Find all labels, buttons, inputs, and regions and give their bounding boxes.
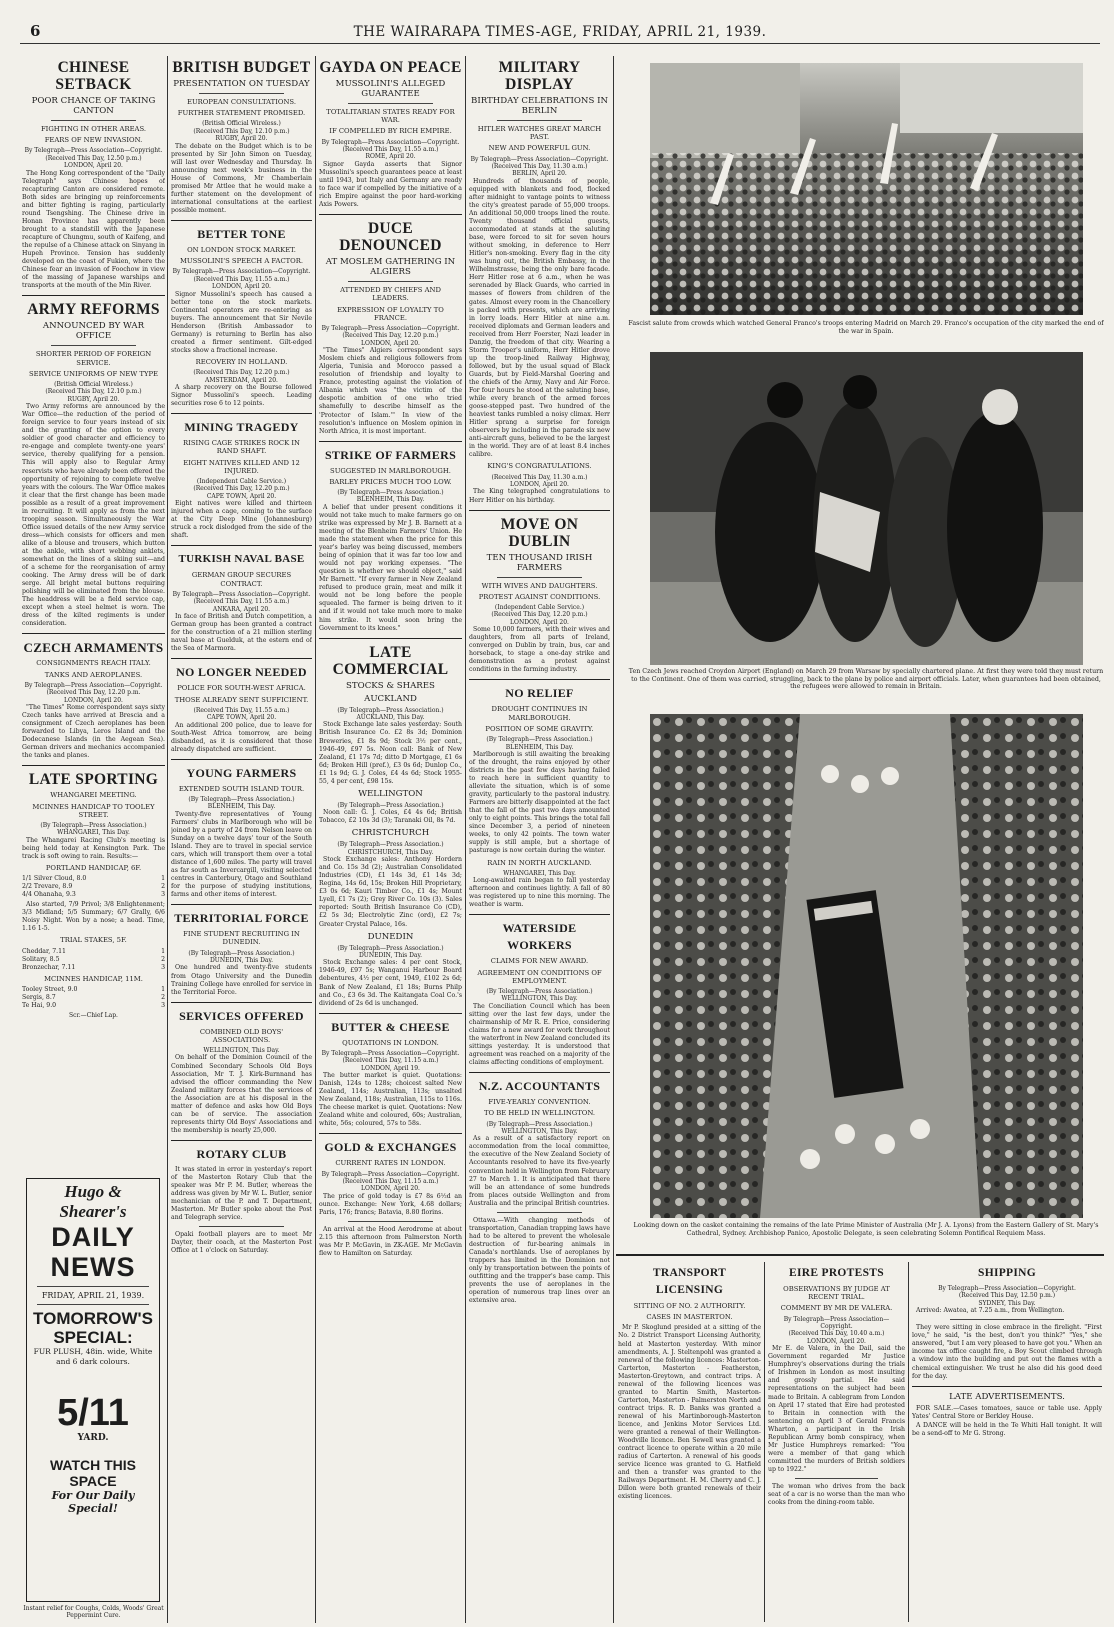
article-body: Marlborough is still awaiting the breaking of the drought, the rains enjoyed by other districts in the past few days having failed to reach here in sufficient quantity to alleviate the situation, which is of some gravity, particularly to the pastoral industry. Farmers are bitterly disappointed at the fact that the fall of the past two days amounted only to eight points. This brings the total fall since December 3, a period of nineteen weeks, to only 42 points. The town water supply is still ample, but a shortage of pasturage is now certain during the winter. bbox=[469, 750, 610, 855]
article-body: Arrived: Awatea, at 7.25 a.m., from Wellington. bbox=[916, 1307, 1065, 1315]
article-body: "The Times" Rome correspondent says sixty Czech tanks have arrived at Brescia and a consignment of Czech aeroplanes has been forwarded to Libya, Leros Island and the Dodecanese Islands (in the Aegean Sea). German drivers and mechanics accompanied the tanks and planes. bbox=[22, 704, 165, 760]
race-results bbox=[22, 948, 165, 972]
subhead: RISING CAGE STRIKES ROCK IN RAND SHAFT. bbox=[183, 439, 300, 456]
article-body: The King telegraphed congratulations to Herr Hitler on his birthday. bbox=[469, 488, 610, 504]
race-result: Cheddar, 7.11 1 bbox=[22, 947, 165, 955]
race-notes: Also started, 7/9 Privol; 3/8 Enlightenment; 3/3 Midland; 5/5 Summary; 6/7 Grally, 6/6 Noisy Night. Won by a nose; a head. Time, 1.16 1-5. bbox=[22, 901, 165, 933]
headline-late-sporting: LATE SPORTING bbox=[28, 771, 159, 789]
dateline: ANKARA, April 20. bbox=[212, 605, 271, 613]
article-body: Stock Exchange sales: 4 per cent Stock, 1946-49, £97 5s; Wanganui Harbour Board debentures, 4½ per cent, 1949, £102 2s 6d; Bank of New Zealand, £1 18s; Burns Philp and Co., £3 6s 3d. The Kaitangata Coal Co.'s dividend of 2s 6d is unchanged. bbox=[319, 959, 462, 1007]
byline: (Independent Cable Service.) bbox=[196, 478, 287, 486]
article-body: Some 10,000 farmers, with their wives and daughters, from all parts of Ireland, converged on Dublin by train, bus, car and horseback, to stage a one-day strike and demonstration as a protest against conditions in the farming industry. bbox=[469, 626, 610, 674]
column-rule bbox=[315, 56, 316, 1623]
dateline: LONDON, April 20. bbox=[64, 696, 123, 704]
headline-services-offered: SERVICES OFFERED bbox=[179, 1008, 304, 1023]
byline: (By Telegraph—Press Association.) bbox=[337, 801, 444, 809]
headline-young-farmers: YOUNG FARMERS bbox=[186, 765, 297, 780]
dateline: WHANGAREI, This Day. bbox=[57, 829, 130, 837]
subhead: COMBINED OLD BOYS' ASSOCIATIONS. bbox=[199, 1027, 284, 1044]
race-result: Sergis, 8.7 2 bbox=[22, 993, 165, 1001]
article-body: An arrival at the Hood Aerodrome at about 2.15 this afternoon from Palmerston North was Mr P. McGavin, in ZK-AGE. Mr McGavin flew to Hamilton on Saturday. bbox=[319, 1225, 462, 1258]
article-body: As a result of a satisfactory report on accommodation from the local committee, the executive of the New Zealand Society of Accountants resolved to have its five-yearly convention held in Wellington from February 27 to March 1. It is anticipated that there will be an attendance of some hundreds from places outside Wellington and from Australia and the principal British countries. bbox=[469, 1135, 610, 1207]
dateline: SYDNEY, This Day. bbox=[978, 1299, 1036, 1307]
byline: (By Telegraph—Press Association.) bbox=[337, 841, 444, 849]
subhead: FIGHTING IN OTHER AREAS. bbox=[40, 125, 147, 133]
dateline: LONDON, April 20. bbox=[64, 162, 123, 170]
article-body: The debate on the Budget which is to be presented by Sir John Simon on Tuesday, will last over Wednesday and Thursday. In announcing next week's business in the House of Commons, Mr Chamberlain promised Mr Attlee that he would make a further statement on the development of international consultations at the earliest possible moment. bbox=[171, 142, 312, 214]
column-rule bbox=[764, 1262, 765, 1622]
article-body: Mr P. Skoglund presided at a sitting of the No. 2 District Transport Licensing Authority, held at Masterton yesterday. With minor amendments, A. J. Steltenpohl was granted a renewal of the following licences: Masterton-Carterton, Masterton - Featherston, Masterton-Greytown, and contract trips. A renewal of the following licences was granted to Martin Smith, Masterton-Carterton, Masterton - Palmerston North and contract trips. R. D. Banks was granted a renewal of his Martinborough-Masterton licence, and Jenkins Motor Services Ltd. were granted a renewal of their Wellington-Woodville licence. Ben Sewell was granted a contract licence to operate within a 20 mile radius of Carterton. A renewal of his goods service licence was granted to G. Hatfield and then a transfer was granted to the Railways Department. H. M. Cherry and C. J. Dillon were both granted renewals of their existing licences. bbox=[618, 1324, 761, 1501]
byline: By Telegraph—Press Association—Copyright. bbox=[172, 268, 311, 276]
article-body: The Hong Kong correspondent of the "Daily Telegraph" says Chinese hopes of recapturing Canton are considered remote. Both sides are bringing up reinforcements and bitter fighting is raging, particularly round Tsengshing. The Chinese drive in Honan Province has apparently been brought to a standstill with the Japanese recapture of Chungmu, south of Kaifeng, and the repulse of a Chinese attack on Sinyang in Hupeh Province. Tension has suddenly developed on the coast of Fukien, where the Chinese fear an invasion of Foochow in view of the massing of Japanese warships and transports at the mouth of the Min River. bbox=[22, 169, 165, 290]
column-shipping bbox=[912, 1262, 1102, 1622]
received-time: (Received This Day, 12.20 p.m.) bbox=[491, 611, 588, 619]
article-body: One hundred and twenty-five students from Otago University and the Dunedin Training College have enrolled for service in the Territorial Force. bbox=[171, 964, 312, 996]
byline: By Telegraph—Press Association—Copyright. bbox=[172, 590, 311, 598]
subhead: BARLEY PRICES MUCH TOO LOW. bbox=[329, 477, 452, 486]
dateline: AMSTERDAM, April 20. bbox=[205, 376, 278, 384]
newspaper-title: THE WAIRARAPA TIMES-AGE, FRIDAY, APRIL 21, 1939. bbox=[353, 24, 767, 40]
headline-eire-protests: EIRE PROTESTS bbox=[789, 1267, 884, 1279]
received-time: (Received This Day, 11.55 a.m.) bbox=[193, 598, 290, 606]
byline: (By Telegraph—Press Association.) bbox=[486, 1120, 593, 1128]
photo-madrid-crowd bbox=[650, 63, 1083, 315]
subhead: PRESENTATION ON TUESDAY bbox=[173, 79, 310, 89]
advert-title: DAILY NEWS bbox=[50, 1222, 136, 1282]
subhead: POLICE FOR SOUTH-WEST AFRICA. bbox=[177, 684, 306, 693]
headline-mining-tragedy: MINING TRAGEDY bbox=[184, 420, 299, 435]
received-time: (Received This Day, 11.55 a.m.) bbox=[193, 706, 290, 714]
byline: (By Telegraph—Press Association.) bbox=[188, 795, 295, 803]
subhead: WHANGAREI MEETING. bbox=[50, 791, 137, 800]
headline-no-relief: NO RELIEF bbox=[505, 686, 574, 701]
article-body: Hundreds of thousands of people, equipped with blankets and food, flocked after midnight to vantage points to witness the city's greatest parade of 55,000 troops. An additional 50,000 troops lined the route. Twenty thousand official guests, accommodated at stands at the saluting base, were forced to sit for seven hours without smoking, in deference to Herr Hitler's non-smoking. Every flag in the city was hung out, the British Embassy, in the Wilhelmstrasse, being the only bare facade. Herr Hitler rose at 6 a.m., when he was serenaded by Black Guards, who carried in masses of flowers from children of the gates. Almost every room in the Chancellery is packed with presents, which are arriving in lorry loads. Herr Hitler at nine a.m. received diplomats and German leaders and received from Herr Foerster, Nazi leader in Danzig, the freedom of that city. Wearing a Storm Trooper's uniform, Herr Hitler drove up the troop-lined Railway Highway, followed, but by the usual squad of Black Guards, but by Field-Marshal Goering and the chiefs of the Army, Navy and Air Force. For four hours he stood at the saluting base, while every branch of the armed forces goose-stepped past. Two hundred of the heaviest tanks rumbled a noisy climax. Herr Hitler sprang a surprise for foreign observers by including in the parade six new anti-aircraft guns, believed to be the largest in the world. They are of at least 8.4 inches calibre. bbox=[469, 177, 610, 459]
headline-waterside-workers: WATERSIDE WORKERS bbox=[502, 921, 577, 953]
dateline: CHRISTCHURCH, This Day. bbox=[347, 848, 434, 856]
subhead: WITH WIVES AND DAUGHTERS. bbox=[481, 581, 598, 590]
subhead: SITTING OF NO. 2 AUTHORITY. bbox=[633, 1302, 746, 1310]
race-result: Tooley Street, 9.0 1 bbox=[22, 985, 165, 993]
headline-gayda-on-peace: GAYDA ON PEACE bbox=[319, 59, 462, 76]
headline-strike-of-farmers: STRIKE OF FARMERS bbox=[324, 447, 457, 462]
byline: (By Telegraph—Press Association.) bbox=[486, 987, 593, 995]
race-result: Te Hai, 9.0 3 bbox=[22, 1001, 165, 1009]
photo-caption: Fascist salute from crowds which watched General Franco's troops entering Madrid on March 29. Franco's occupation of the city marked the end of the war in Spain. bbox=[628, 320, 1104, 335]
subhead: SUGGESTED IN MARLBOROUGH. bbox=[330, 466, 451, 475]
byline: (Independent Cable Service.) bbox=[494, 603, 585, 611]
byline: (By Telegraph—Press Association.) bbox=[337, 706, 444, 714]
page-number: 6 bbox=[30, 22, 41, 40]
subhead: TEN THOUSAND IRISH FARMERS bbox=[486, 552, 593, 573]
market-heading: DUNEDIN bbox=[367, 931, 414, 942]
market-heading: WELLINGTON bbox=[358, 788, 423, 799]
byline: By Telegraph—Press Association—Copyright. bbox=[938, 1285, 1076, 1292]
subhead: TOTALITARIAN STATES READY FOR WAR. bbox=[326, 108, 455, 125]
subhead: PROTEST AGAINST CONDITIONS. bbox=[478, 592, 601, 601]
received-time: (Received This Day, 11.30 a.m.) bbox=[491, 163, 588, 171]
column-1-tail: Instant relief for Coughs, Colds, Woods' Great Peppermint Cure. bbox=[23, 1605, 164, 1620]
column-rule bbox=[465, 56, 466, 1623]
headline-czech-armaments: CZECH ARMAMENTS bbox=[23, 640, 164, 656]
subhead: CASES IN MASTERTON. bbox=[646, 1313, 733, 1322]
byline: By Telegraph—Press Association—Copyright. bbox=[470, 155, 609, 163]
column-3 bbox=[319, 56, 462, 1623]
article-body: Twenty-five representatives of Young Farmers' clubs in Marlborough who will be joined by a party of 24 from Nelson leave on Sunday on a twelve days' tour of the South Island. They are to travel in special service cars, which will transport them over a total distance of 1,600 miles. The party will travel as far south as Invercargill, visiting selected centres in Canterbury, Otago and Southland for the purpose of studying institutions, farms and other items of interest. bbox=[171, 810, 312, 899]
race-title: PORTLAND HANDICAP, 6F. bbox=[45, 863, 142, 872]
headline-better-tone: BETTER TONE bbox=[197, 227, 286, 242]
headline-turkish-naval-base: TURKISH NAVAL BASE bbox=[178, 553, 305, 566]
subhead: MCINNES HANDICAP TO TOOLEY STREET. bbox=[32, 802, 155, 819]
section-rule bbox=[616, 1254, 1104, 1256]
race-result: 2/2 Trevare, 8.9 2 bbox=[22, 883, 165, 891]
received-time: (Received This Day, 11.15 a.m.) bbox=[342, 1057, 439, 1065]
subhead: FIVE-YEARLY CONVENTION. bbox=[488, 1098, 591, 1107]
column-1 bbox=[22, 56, 165, 1176]
byline: (By Telegraph—Press Association.) bbox=[337, 944, 444, 952]
headline-nz-accountants: N.Z. ACCOUNTANTS bbox=[478, 1079, 601, 1094]
subhead: CONSIGNMENTS REACH ITALY. bbox=[36, 659, 151, 668]
market-heading: CHRISTCHURCH bbox=[351, 828, 430, 839]
subhead: AT MOSLEM GATHERING IN ALGIERS bbox=[325, 257, 456, 278]
race-result: 4/4 Ohanaha, 9.3 3 bbox=[22, 891, 165, 899]
dateline: LONDON, April 19. bbox=[361, 1064, 420, 1072]
advert-price: 5/11 bbox=[57, 1392, 129, 1434]
dateline: LONDON, April 20. bbox=[807, 1337, 866, 1345]
race-notes: Scr.—Chief Lap. bbox=[69, 1011, 118, 1019]
headline-no-longer-needed: NO LONGER NEEDED bbox=[176, 665, 307, 680]
byline: (By Telegraph—Press Association.) bbox=[40, 822, 147, 830]
article-body: A belief that under present conditions it would not take much to make farmers go on strike was expressed by Mr J. B. Barnett at a meeting of the Blenheim Farmers' Union. He made the statement when the price for this year's barley was being discussed, members being of opinion that it was far too low and would not pay working expenses. "The question is whether we should object," said Mr Barnett. "If every farmer in New Zealand refused to produce grain, meat and milk it would not be long before the people squealed. The farmer is being driven to it and if it would not take much more to make him strike. It would soon bring the Government to its knees." bbox=[319, 503, 462, 632]
subhead: ATTENDED BY CHIEFS AND LEADERS. bbox=[340, 286, 441, 303]
subhead: RAIN IN NORTH AUCKLAND. bbox=[487, 858, 592, 867]
subhead: GERMAN GROUP SECURES CONTRACT. bbox=[191, 571, 292, 588]
headline-chinese-setback: CHINESE SETBACK bbox=[55, 59, 132, 93]
column-rule bbox=[613, 56, 614, 1623]
article-body: Ottawa.—With changing methods of transportation, Canadian trapping laws have had to be altered to prevent the wholesale destruction of fur-bearing animals in Canada's northlands. Use of aeroplanes by trappers has limited in the Dominion not only by transportation between the points of outfitting and the trapper's base camp. This prevents the use of aeroplanes in the operation of numerous trap lines over an extensive area. bbox=[469, 1216, 610, 1305]
subhead: FURTHER STATEMENT PROMISED. bbox=[177, 109, 306, 118]
dateline: WELLINGTON, This Day. bbox=[501, 1127, 578, 1135]
article-body: On behalf of the Dominion Council of the Combined Secondary Schools Old Boys Association, Mr T. J. Kirk-Burnnand has advised the officer commanding the New Zealand military forces that the services of the Association are at his disposal in the matter of defence and asks how Old Boys can be of service. The association represents thirty Old Boys' Associations and the membership is nearly 25,000. bbox=[171, 1054, 312, 1134]
article-body: The butter market is quiet. Quotations: Danish, 124s to 128s; choicest salted New Zealand, 114s; Australian, 113s; unsalted New Zealand, 118s; Australian, 115s to 116s. The cheese market is quiet. Quotations: New Zealand white and coloured, 60s; Australian, white, 56s; coloured, 57s to 58s. bbox=[319, 1072, 462, 1128]
byline: By Telegraph—Press Association—Copyright. bbox=[321, 1170, 460, 1178]
dateline: BLENHEIM, This Day. bbox=[356, 496, 425, 504]
subhead: SHORTER PERIOD OF FOREIGN SERVICE. bbox=[35, 350, 152, 367]
column-rule bbox=[908, 1262, 909, 1622]
article-body: In face of British and Dutch competition, a German group has been granted a contract for the construction of a 21 million sterling naval base at Guelduk, at the estern end of the Sea of Marmora. bbox=[171, 613, 312, 653]
received-time: (Received This Day, 12.10 p.m.) bbox=[193, 127, 290, 135]
byline: (By Telegraph—Press Association.) bbox=[337, 489, 444, 497]
received-time: (Received This Day, 12.50 p.m.) bbox=[958, 1292, 1056, 1300]
byline: By Telegraph—Press Association—Copyright. bbox=[783, 1315, 890, 1331]
article-body: Opaki football players are to meet Mr Dayter, their coach, at the Masterton Post Office at 1 o'clock on Saturday. bbox=[171, 1231, 312, 1255]
dateline: ROME, April 20. bbox=[365, 153, 416, 161]
subhead: DROUGHT CONTINUES IN MARLBOROUGH. bbox=[491, 705, 588, 722]
subhead: KING'S CONGRATULATIONS. bbox=[487, 462, 592, 471]
advert-date: FRIDAY, APRIL 21, 1939. bbox=[41, 1291, 145, 1300]
received-time: (Received This Day, 12.50 p.m.) bbox=[45, 154, 142, 162]
advert-description: FUR PLUSH, 48in. wide, White and 6 dark colours. bbox=[33, 1347, 153, 1366]
subhead: THOSE ALREADY SENT SUFFICIENT. bbox=[174, 695, 309, 704]
subhead: POSITION OF SOME GRAVITY. bbox=[485, 724, 594, 733]
article-body: A sharp recovery on the Bourse followed Signor Mussolini's speech. Leading securities rose 6 to 12 points. bbox=[171, 384, 312, 408]
photo-caption: Ten Czech Jews reached Croydon Airport (England) on March 29 from Warsaw by specially chartered plane. At first they were told they must return to the Continent. One of them was carried, struggling, back to the plane by police and airport officials. Later, when guarantees had been obtained, the refugees were allowed to remain in Britain. bbox=[628, 668, 1104, 691]
byline: (British Official Wireless.) bbox=[54, 380, 133, 388]
article-body: It was stated in error in yesterday's report of the Masterton Rotary Club that the speaker was Mr P. M. Butler, whereas the address was given by Mr W. L. Butler, senior mechanician of the P. and T. Department, Masterton. Mr Butler spoke about the Post and Telegraph service. bbox=[171, 1165, 312, 1222]
dateline: CAPE TOWN, April 20. bbox=[206, 714, 277, 722]
headline-move-on-dublin: MOVE ON DUBLIN bbox=[500, 515, 579, 550]
photo-caption: Looking down on the casket containing the remains of the late Prime Minister of Australia (Mr J. A. Lyons) from the Eastern Gallery of St. Mary's Cathedral, Sydney. Archbishop Panico, Apostolic Delegate, is seen celebrating Solemn Pontifical Requiem Mass. bbox=[633, 1222, 1099, 1237]
classified-ad: A DANCE will be held in the Te Whiti Hall tonight. It will be a send-off to Mr G. Strong. bbox=[912, 1421, 1102, 1437]
headline-army-reforms: ARMY REFORMS bbox=[27, 301, 160, 319]
advert-brand: Hugo & Shearer's bbox=[59, 1182, 127, 1221]
dateline: DUNEDIN, This Day. bbox=[209, 957, 274, 965]
subhead: FEARS OF NEW INVASION. bbox=[44, 136, 143, 145]
headline-late-commercial: LATE COMMERCIAL bbox=[332, 643, 449, 678]
dateline: BLENHEIM, This Day. bbox=[207, 803, 276, 811]
photo-image bbox=[650, 714, 1083, 1218]
article-body: They were sitting in close embrace in the firelight. "First love," he said, "is the best, don't you think?" "Yes," she answered, "but I am very pleased to have got you." When an income tax office caught fire, a Boy Scout climbed through a window into the building and put out the flames with a chemical extinguisher. We trust he also did his good deed for the day. bbox=[912, 1324, 1102, 1380]
subhead: STOCKS & SHARES bbox=[346, 680, 435, 691]
dateline: RUGBY, April 20. bbox=[67, 395, 120, 403]
subhead: IF COMPELLED BY RICH EMPIRE. bbox=[329, 127, 452, 136]
dateline: LONDON, April 20. bbox=[510, 481, 569, 489]
race-title: MCINNES HANDICAP, 11M. bbox=[44, 974, 143, 983]
dateline: WHANGAREI, This Day. bbox=[503, 869, 576, 877]
byline: (By Telegraph—Press Association.) bbox=[486, 736, 593, 744]
dateline: AUCKLAND, This Day. bbox=[356, 714, 425, 722]
subhead: TO BE HELD IN WELLINGTON. bbox=[483, 1109, 595, 1118]
advert-unit: YARD. bbox=[77, 1433, 109, 1443]
dateline: BERLIN, April 20. bbox=[512, 170, 567, 178]
dateline: RUGBY, April 20. bbox=[215, 135, 268, 143]
column-4 bbox=[469, 56, 610, 1623]
received-time: (Received This Day, 12.20 p.m.) bbox=[342, 332, 439, 340]
dateline: DUNEDIN, This Day. bbox=[358, 951, 423, 959]
received-time: (Received This Day, 12.20 p.m.) bbox=[193, 485, 290, 493]
byline: By Telegraph—Press Association—Copyright. bbox=[321, 138, 460, 146]
column-eire bbox=[768, 1262, 905, 1622]
article-body: The woman who drives from the back seat of a car is no worse than the man who cooks from the dining-room table. bbox=[768, 1482, 905, 1507]
byline: (By Telegraph—Press Association.) bbox=[188, 949, 295, 957]
subhead: ANNOUNCED BY WAR OFFICE bbox=[42, 321, 145, 342]
dateline: LONDON, April 20. bbox=[361, 339, 420, 347]
dateline: LONDON, April 20. bbox=[510, 618, 569, 626]
race-title: TRIAL STAKES, 5F. bbox=[60, 936, 127, 945]
article-body: The price of gold today is £7 8s 6½d an ounce. Exchange: New York, 4.68 dollars; Paris, 176; francs; Batavia, 8.80 florins. bbox=[319, 1192, 462, 1216]
article-body: An additional 200 police, due to leave for South-West Africa tomorrow, are being disbanded, as it is considered that those already dispatched are sufficient. bbox=[171, 721, 312, 753]
received-time: (Received This Day, 10.40 a.m.) bbox=[788, 1330, 885, 1338]
headline-gold-exchanges: GOLD & EXCHANGES bbox=[324, 1140, 457, 1155]
headline-military-display: MILITARY DISPLAY bbox=[498, 59, 581, 93]
advert-footer: For Our Daily Special! bbox=[51, 1489, 135, 1515]
article-body: Mr E. de Valera, in the Dail, said the Government regarded Mr Justice Humphrey's observations during the trials of Irishmen in London as most insulting and grossly partial. He said representations on the subject had been made to Britain. A cablegram from London on April 17 stated that Eire had protested to Britain in connection with the sentencing on April 3 of Gerald Francis Wharton, a participant in the Irish Republican Army bomb conspiracy, when Mr Justice Humphreys remarked: "You were a member of that gang which committed the murders of British soldiers up to 1922." bbox=[768, 1345, 905, 1473]
dateline: LONDON, April 20. bbox=[361, 1185, 420, 1193]
dateline: WELLINGTON, This Day. bbox=[203, 1047, 280, 1055]
byline: By Telegraph—Press Association—Copyright. bbox=[24, 147, 163, 155]
race-result: Solitary, 8.5 2 bbox=[22, 955, 165, 963]
subhead: TANKS AND AEROPLANES. bbox=[44, 670, 143, 679]
subhead: EXPRESSION OF LOYALTY TO FRANCE. bbox=[337, 305, 444, 322]
photo-image bbox=[650, 352, 1083, 665]
headline-butter-cheese: BUTTER & CHEESE bbox=[331, 1019, 450, 1034]
article-body: The Conciliation Council which has been sitting over the last few days, under the chairmanship of Mr R. E. Price, considering claims for a new award for work throughout the waterfront in New Zealand concluded its sittings yesterday. It is understood that agreement was reached on a majority of the claims affecting conditions of employment. bbox=[469, 1002, 610, 1067]
subhead: NEW AND POWERFUL GUN. bbox=[488, 144, 591, 153]
received-time: (Received This Day, 12.10 p.m.) bbox=[45, 388, 142, 396]
subhead: EUROPEAN CONSULTATIONS. bbox=[186, 98, 296, 106]
dateline: BLENHEIM, This Day. bbox=[505, 743, 574, 751]
dateline: WELLINGTON, This Day. bbox=[501, 995, 578, 1003]
masthead bbox=[20, 20, 1100, 44]
subhead: OBSERVATIONS BY JUDGE AT RECENT TRIAL. bbox=[783, 1285, 890, 1302]
subhead: RECOVERY IN HOLLAND. bbox=[195, 358, 288, 367]
dateline: LONDON, April 20. bbox=[212, 283, 271, 291]
received-time: (Received This Day, 11.30 a.m.) bbox=[491, 473, 588, 481]
headline-late-advertisements: LATE ADVERTISEMENTS. bbox=[949, 1391, 1065, 1402]
column-2 bbox=[171, 56, 312, 1623]
dateline: CAPE TOWN, April 20. bbox=[206, 492, 277, 500]
subhead: CURRENT RATES IN LONDON. bbox=[335, 1159, 446, 1168]
subhead: EIGHT NATIVES KILLED AND 12 INJURED. bbox=[183, 458, 300, 475]
subhead: MUSSOLINI'S SPEECH A FACTOR. bbox=[179, 257, 304, 266]
race-result: Bronzechar, 7.11 3 bbox=[22, 963, 165, 971]
headline-territorial-force: TERRITORIAL FORCE bbox=[174, 911, 309, 926]
photo-lyons-funeral bbox=[650, 714, 1083, 1218]
article-body: The Whangarei Racing Club's meeting is being held today at Kensington Park. The track is soft owing to rain. Results:— bbox=[22, 836, 165, 860]
article-body: Eight natives were killed and thirteen injured when a cage, coming to the surface at the City Deep Mine (Johannesburg) struck a rock dislodged from the side of the shaft. bbox=[171, 500, 312, 540]
advert-special: TOMORROW'S SPECIAL: bbox=[33, 1309, 153, 1347]
article-body: Stock Exchange sales: Anthony Hordern and Co. 15s 3d (2); Australian Consolidated Industries (CD), £1 14s 3d, £1 14s 3d; Regina, 14s 6d, 15s; Broken Hill Proprietary, £3 0s 6d; Kauri Timber Co., £1 4s; Mount Lyell, £1 7s (2); Grey River Co. 10s (3). Sales reported: South British Insurance Co (CD), £2 5s 3d; Electrolytic Zinc (ord), £2 7s; Greater Crystal Palace, 16s. bbox=[319, 856, 462, 928]
advertisement-daily-news bbox=[26, 1178, 160, 1602]
subhead: HITLER WATCHES GREAT MARCH PAST. bbox=[477, 125, 602, 142]
subhead: FINE STUDENT RECRUITING IN DUNEDIN. bbox=[183, 930, 300, 947]
byline: By Telegraph—Press Association—Copyright. bbox=[321, 1049, 460, 1057]
subhead: QUOTATIONS IN LONDON. bbox=[342, 1038, 439, 1047]
received-time: (Received This Day, 11.55 a.m.) bbox=[193, 275, 290, 283]
byline: By Telegraph—Press Association—Copyright. bbox=[24, 681, 163, 689]
advert-watch: WATCH THIS SPACE bbox=[49, 1457, 137, 1489]
subhead: BIRTHDAY CELEBRATIONS IN BERLIN bbox=[471, 96, 608, 116]
subhead: AGREEMENT ON CONDITIONS OF EMPLOYMENT. bbox=[477, 968, 602, 985]
subhead: SERVICE UNIFORMS OF NEW TYPE bbox=[28, 369, 158, 378]
article-body: Stock Exchange late sales yesterday: South British Insurance Co. £2 8s 3d; Dominion Breweries, £1 8s 9d; Stock 3½ per cent., 1946-49, £97 5s. Noon call: Bank of New Zealand, £1 17s 7d; ditto D Mortgage, £1 6s 6d; Broken Hill (pref.), £3 0s 6d; Dunlop Co., £1 1s 9d; G. J. Coles, £4 4s 6d; Stock 1955-55, 4 per cent, £98 15s. bbox=[319, 721, 462, 785]
subhead: MUSSOLINI'S ALLEGED GUARANTEE bbox=[335, 79, 446, 99]
byline: (British Official Wireless.) bbox=[202, 120, 281, 128]
received-time: (Received This Day, 11.55 a.m.) bbox=[342, 146, 439, 154]
article-body: Signor Mussolini's speech has caused a better tone on the stock markets. Continental operators are re-entering as buyers. The announcement that Sir Nevile Henderson (British Ambassador to Germany) is returning to Berlin has also created a firmer sentiment. Gilt-edged stocks show a fractional increase. bbox=[171, 290, 312, 354]
subhead: CLAIMS FOR NEW AWARD. bbox=[490, 957, 589, 966]
received-time: (Received This Day, 11.15 a.m.) bbox=[342, 1178, 439, 1185]
headline-duce-denounced: DUCE DENOUNCED bbox=[339, 220, 442, 255]
race-results bbox=[22, 986, 165, 1010]
headline-rotary-club: ROTARY CLUB bbox=[196, 1146, 287, 1161]
classified-ad: FOR SALE.—Cases tomatoes, sauce or table use. Apply Yates' Central Store or Berkley House. bbox=[912, 1404, 1102, 1420]
subhead: EXTENDED SOUTH ISLAND TOUR. bbox=[178, 784, 305, 793]
subhead: COMMENT BY MR DE VALERA. bbox=[780, 1304, 893, 1313]
photo-image bbox=[650, 63, 1083, 315]
byline: By Telegraph—Press Association—Copyright. bbox=[321, 324, 460, 332]
headline-british-budget: BRITISH BUDGET bbox=[172, 59, 311, 76]
column-transport bbox=[618, 1262, 761, 1622]
subhead: POOR CHANCE OF TAKING CANTON bbox=[31, 96, 156, 116]
column-rule bbox=[167, 56, 168, 1623]
headline-transport-licensing: TRANSPORT LICENSING bbox=[652, 1267, 727, 1296]
headline-shipping: SHIPPING bbox=[978, 1267, 1036, 1279]
market-heading: AUCKLAND bbox=[364, 693, 417, 704]
subhead: ON LONDON STOCK MARKET. bbox=[187, 246, 296, 255]
article-body: Signor Gayda asserts that Signor Mussolini's speech guarantees peace at least until 1943, but Italy and Germany are ready to face war if compelled by the initiative of a rich Empire against the poor hard-working Axis Powers. bbox=[319, 160, 462, 209]
article-body: "The Times" Algiers correspondent says Moslem chiefs and religious followers from Algeria, Tunisia and Morocco passed a resolution of friendship and loyalty to France, protesting against the violation of Albania which was "the victim of the despotic ambition of one who tried shamefully to describe himself as the 'Protector of Islam.'" In view of the resolution's influence on Moslem opinion in North Africa, it is most important. bbox=[319, 347, 462, 435]
race-result: 1/1 Silver Cloud, 8.0 1 bbox=[22, 875, 165, 883]
photo-czech-refugees bbox=[650, 352, 1083, 665]
article-body: Two Army reforms are announced by the War Office—the reduction of the period of foreign service to four years instead of six and the granting of the option to every soldier of good character and efficiency to re-engage and complete twenty-one years' service, thereby qualifying for a pension. This will apply also to Regular Army reservists who have already been offered the opportunity of rejoining to complete twelve years with the colours. The War Office makes it clear that the first change has been made possible as a result of a great improvement in recruiting. It will apply as from the next trooping season. Simultaneously the War Office issued details of the new Army service dress—which consists for officers and men alike of a blouse and trousers, which button at the ankle, with short webbing anklets, somewhat on the lines of a skiing suit—and of a scheme for the reorganisation of army cooking. The Army dress will be of dark serge. All bright metal buttons requiring polishing will be eliminated from the blouse. The headdress will be a field service cap, except when a steel helmet is worn. The dress of the kilted regiments is under consideration. bbox=[22, 403, 165, 628]
received-time: (Received This Day, 12.20 p.m.) bbox=[193, 369, 290, 377]
article-body: Long-awaited rain began to fall yesterday afternoon and continues lightly. A fall of 80 was registered up to nine this morning. The weather is warm. bbox=[469, 877, 610, 909]
article-body: Noon call: G. J. Coles, £4 4s 6d; British Tobacco, £2 10s 3d (3); Taranaki Oil, 8s 7d. bbox=[319, 809, 462, 825]
received-time: (Received This Day, 12.20 p.m. bbox=[46, 689, 141, 697]
race-results bbox=[22, 875, 165, 899]
